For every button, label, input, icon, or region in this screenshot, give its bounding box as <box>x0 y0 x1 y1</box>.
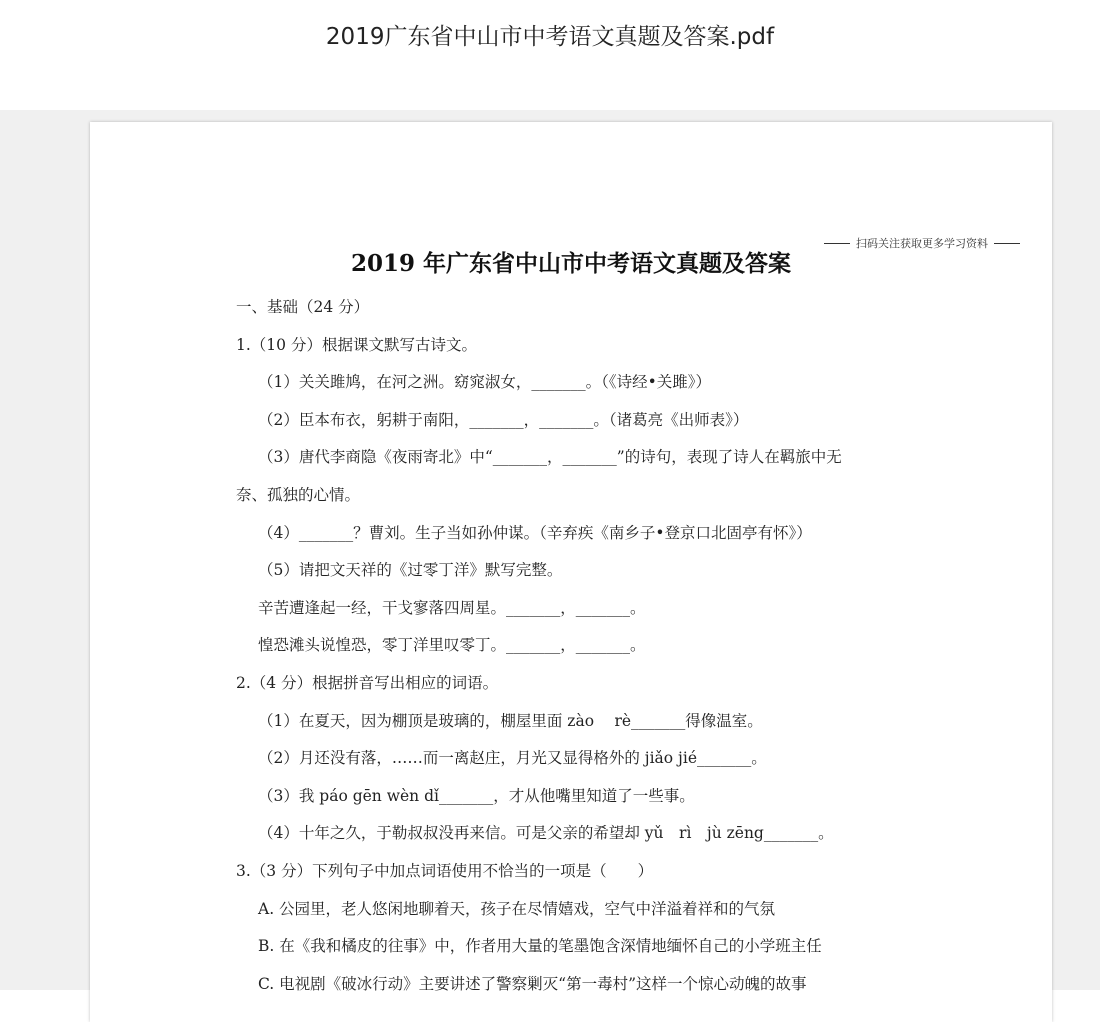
document-line: （1）在夏天，因为棚顶是玻璃的，棚屋里面 zào rè_______得像温室。 <box>258 711 763 730</box>
document-line: （5）请把文天祥的《过零丁洋》默写完整。 <box>258 561 563 580</box>
document-line: 惶恐滩头说惶恐，零丁洋里叹零丁。_______，_______。 <box>258 636 646 655</box>
document-line: B. 在《我和橘皮的往事》中，作者用大量的笔墨饱含深情地缅怀自己的小学班主任 <box>258 937 822 956</box>
watermark-dash-right <box>994 243 1020 244</box>
document-line: （1）关关雎鸠，在河之洲。窈窕淑女，_______。（《诗经•关雎》） <box>258 373 712 392</box>
document-line: 辛苦遭逢起一经，干戈寥落四周星。_______，_______。 <box>258 598 646 617</box>
document-line: （4）_______？曹刘。生子当如孙仲谋。（辛弃疾《南乡子•登京口北固亭有怀》） <box>258 523 812 542</box>
document-line: （2）臣本布衣，躬耕于南阳，_______，_______。（诸葛亮《出师表》） <box>258 410 749 429</box>
document-line: 2.（4 分）根据拼音写出相应的词语。 <box>236 674 499 692</box>
document-line: （3）我 páo gēn wèn dǐ_______，才从他嘴里知道了一些事。 <box>258 786 695 805</box>
document-line: （3）唐代李商隐《夜雨寄北》中“_______，_______”的诗句，表现了诗人在羁旅中无 <box>258 448 842 467</box>
watermark-dash-left <box>824 243 850 244</box>
document-line: （2）月还没有落，……而一离赵庄，月光又显得格外的 jiǎo jié_______。 <box>258 749 767 768</box>
document-line: 3.（3 分）下列句子中加点词语使用不恰当的一项是（ ） <box>236 862 654 880</box>
document-viewer[interactable] <box>0 110 1100 993</box>
document-line: C. 电视剧《破冰行动》主要讲述了警察剿灭“第一毒村”这样一个惊心动魄的故事 <box>258 974 807 993</box>
watermark-text: 扫码关注获取更多学习资料 <box>856 237 988 250</box>
document-line: 1.（10 分）根据课文默写古诗文。 <box>236 335 477 354</box>
pdf-page <box>90 122 1052 1022</box>
document-line: （4）十年之久，于勒叔叔没再来信。可是父亲的希望却 yǔ rì jù zēng_______。 <box>258 824 834 843</box>
viewer-header <box>0 0 1100 110</box>
document-line: A. 公园里，老人悠闲地聊着天，孩子在尽情嬉戏，空气中洋溢着祥和的气氛 <box>258 899 776 918</box>
document-title: 2019 年广东省中山市中考语文真题及答案 <box>350 250 792 277</box>
file-title: 2019广东省中山市中考语文真题及答案.pdf <box>325 24 775 50</box>
document-line: 一、基础（24 分） <box>236 298 370 316</box>
document-line: 奈、孤独的心情。 <box>236 486 361 504</box>
